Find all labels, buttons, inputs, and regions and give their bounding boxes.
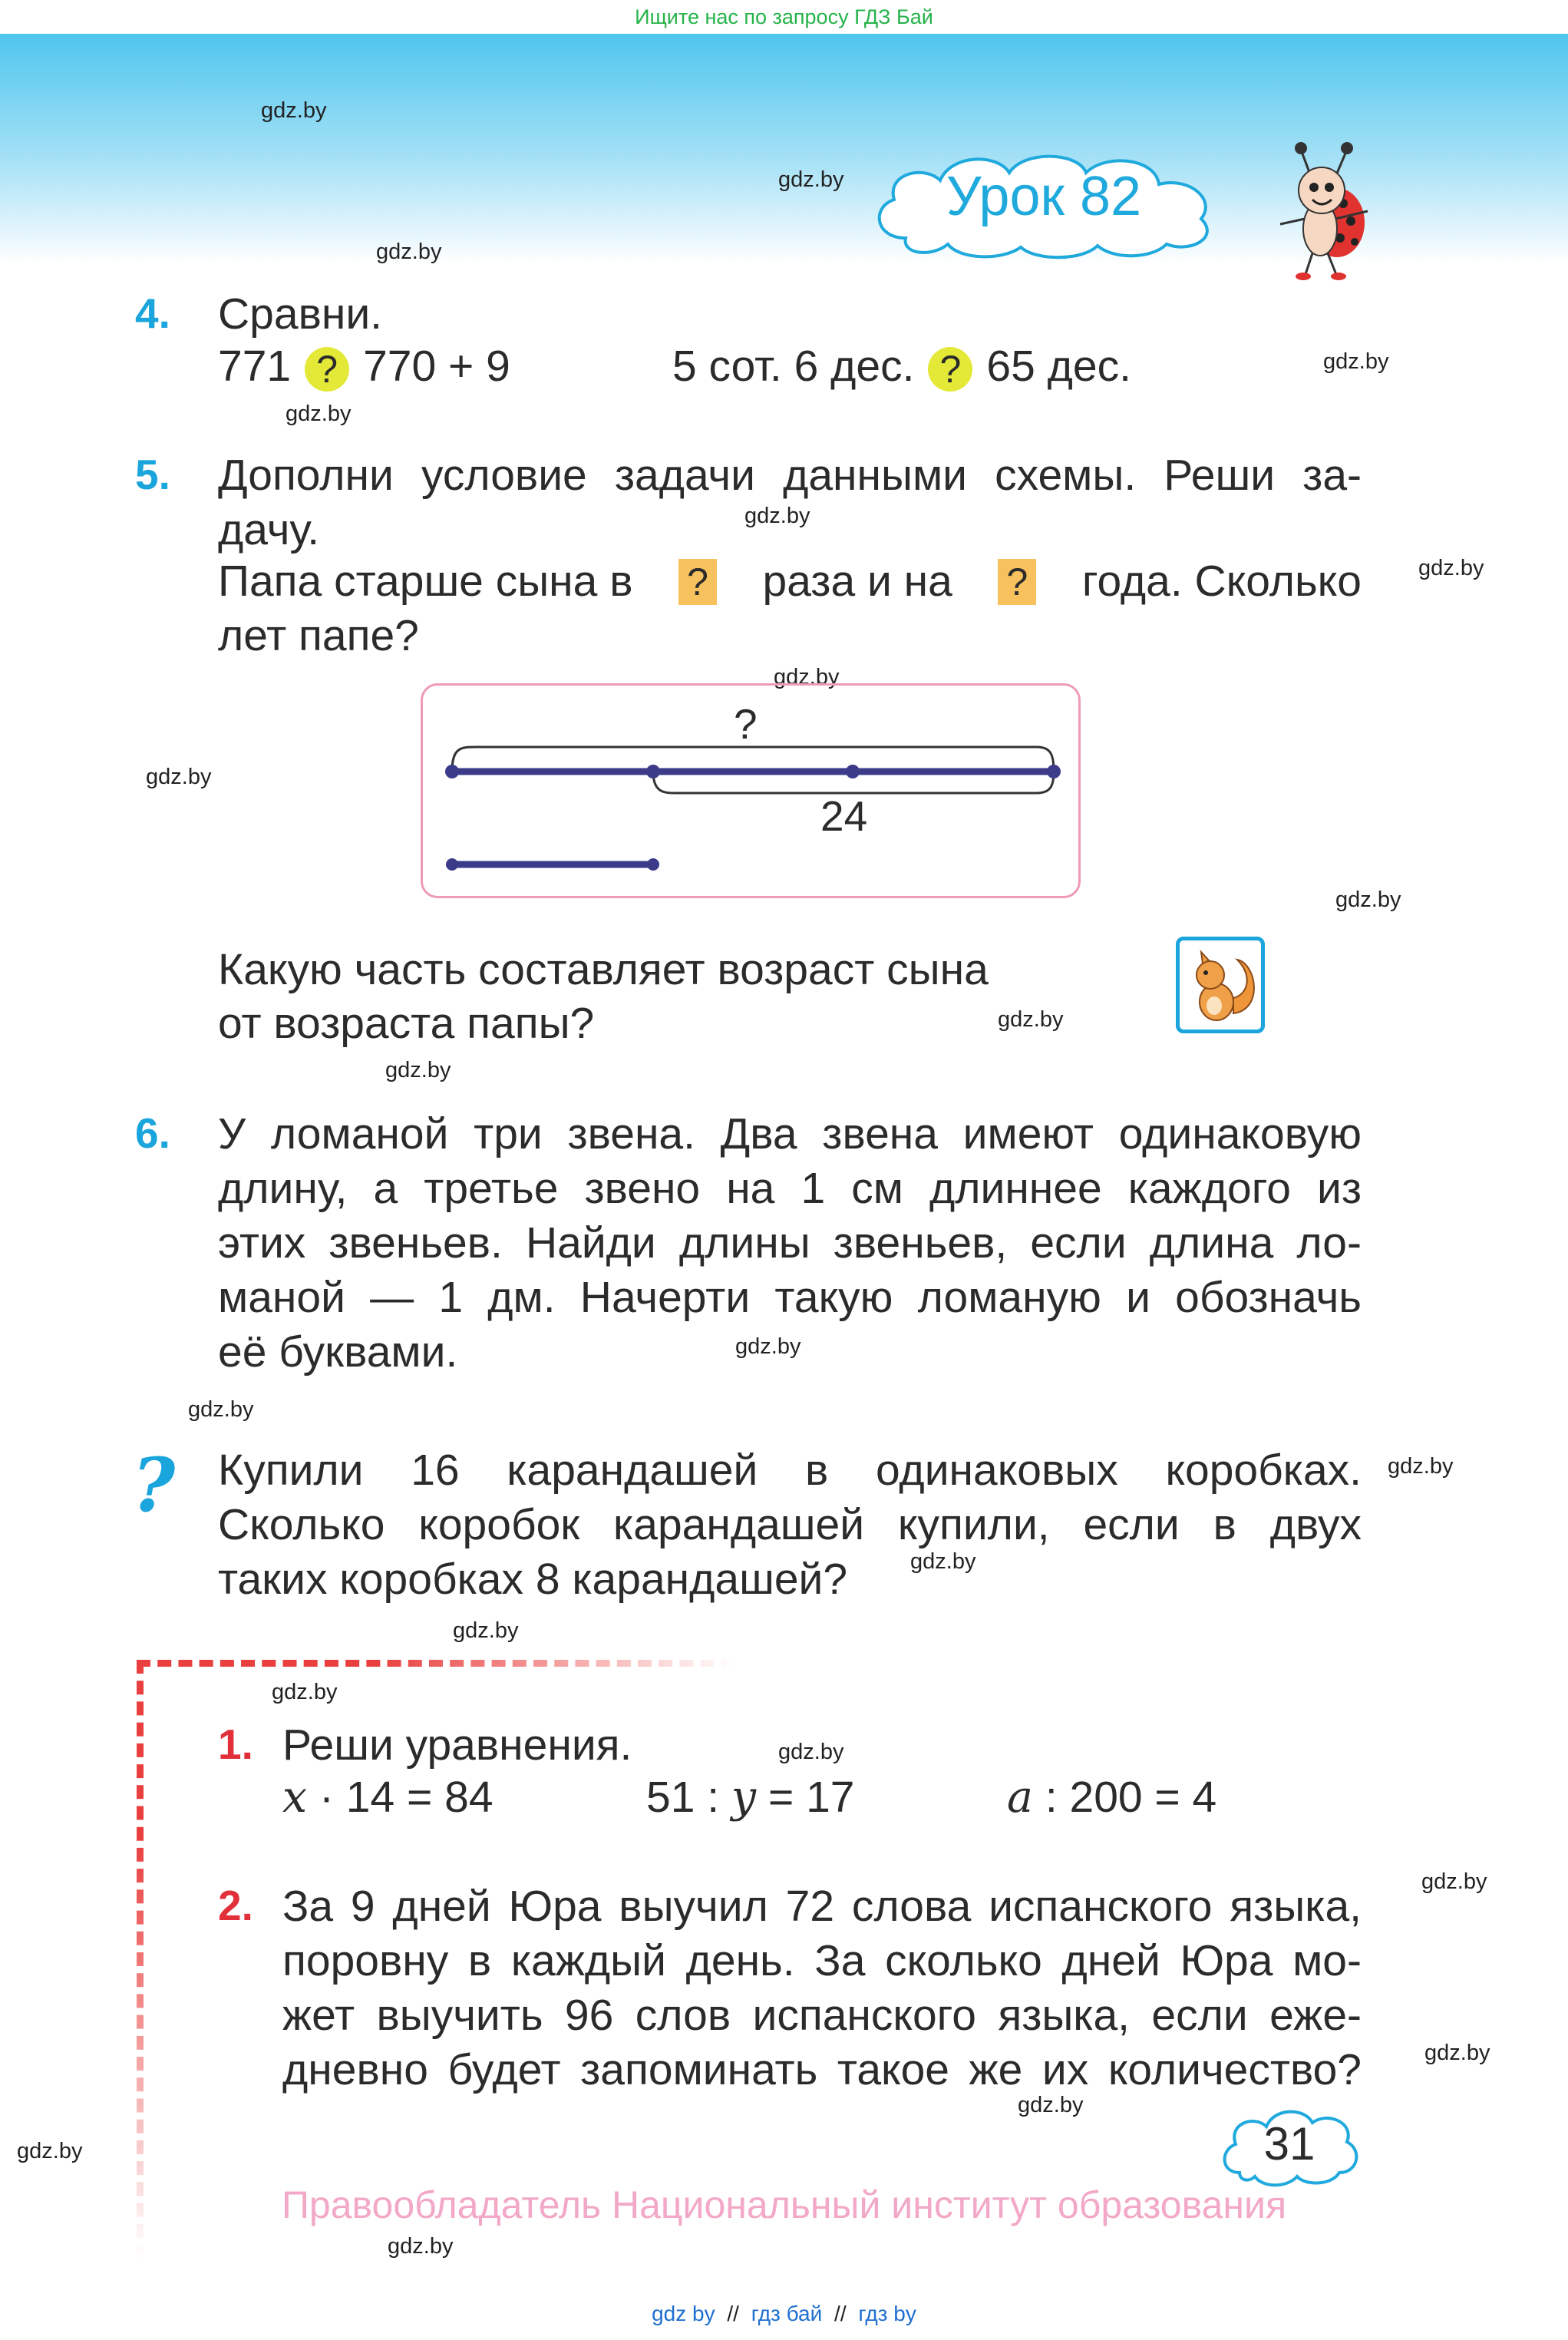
question-mark-circle: ? [928, 347, 972, 392]
watermark: gdz.by [774, 665, 840, 689]
footer-link[interactable]: gdz by [652, 2302, 715, 2325]
schema-top-label: ? [734, 700, 758, 748]
watermark: gdz.by [1335, 887, 1401, 912]
watermark: gdz.by [1323, 349, 1389, 374]
task-5-number: 5. [135, 451, 170, 498]
task-6-text: этих звеньев. Найди длины звеньев, если длина ло- [218, 1218, 1362, 1268]
box-task-2-text: жет выучить 96 слов испанского языка, если еже- [282, 1991, 1362, 2040]
question-mark-square: ? [678, 559, 717, 605]
segment-diagram [421, 683, 1081, 898]
task-6-number: 6. [135, 1109, 170, 1157]
watermark: gdz.by [778, 1740, 844, 1764]
equation-2: 51 : y = 17 [646, 1772, 855, 1823]
watermark: gdz.by [1418, 556, 1484, 580]
question-task-text: таких коробках 8 карандашей? [218, 1555, 848, 1604]
box-task-2-number: 2. [218, 1882, 253, 1929]
watermark: gdz.by [188, 1397, 254, 1422]
watermark: gdz.by [453, 1618, 519, 1643]
thinking-question-icon: ? [132, 1442, 176, 1529]
task-5-question: от возраста папы? [218, 999, 595, 1048]
equation-1: x · 14 = 84 [282, 1772, 494, 1823]
question-mark-circle: ? [305, 347, 349, 392]
watermark: gdz.by [1018, 2093, 1084, 2117]
top-search-banner[interactable]: Ищите нас по запросу ГДЗ Бай [0, 0, 1568, 34]
box-task-2-text: поровну в каждый день. За сколько дней Юра мо- [282, 1936, 1362, 1985]
watermark: gdz.by [272, 1680, 338, 1704]
watermark: gdz.by [1424, 2041, 1490, 2065]
question-task-text: Сколько коробок карандашей купили, если в двух [218, 1500, 1362, 1549]
watermark: gdz.by [998, 1007, 1064, 1032]
schema-bottom-label: 24 [820, 792, 868, 840]
box-task-1-heading: Реши уравнения. [282, 1720, 632, 1770]
task-6-text: длину, а третье звено на 1 см длиннее каждого из [218, 1164, 1362, 1213]
watermark: gdz.by [385, 1058, 451, 1082]
task-4-heading: Сравни. [218, 289, 383, 339]
watermark: gdz.by [735, 1334, 801, 1359]
box-task-2-text: дневно будет запоминать такое же их количество? [282, 2045, 1362, 2094]
repeat-section-border-left [137, 1660, 144, 2259]
task-6-text: У ломаной три звена. Два звена имеют одинаковую [218, 1109, 1362, 1158]
box-task-1-number: 1. [218, 1720, 253, 1768]
ladybug-mascot-icon [1274, 138, 1374, 280]
watermark: gdz.by [778, 167, 844, 192]
task-4-compare-right: 5 сот. 6 дес. ? 65 дес. [672, 342, 1131, 391]
squirrel-hint-icon [1176, 937, 1265, 1033]
task-5-text: Дополни условие задачи данными схемы. Реши за- [218, 451, 1362, 500]
question-task-text: Купили 16 карандашей в одинаковых коробках. [218, 1446, 1362, 1495]
watermark: gdz.by [146, 765, 212, 789]
task-4-number: 4. [135, 289, 170, 337]
task-4-compare-left: 771 ? 770 + 9 [218, 342, 510, 391]
task-6-text: её буквами. [218, 1327, 458, 1377]
footer-link[interactable]: гдз by [858, 2302, 916, 2325]
question-mark-square: ? [998, 559, 1036, 605]
watermark: gdz.by [376, 240, 442, 264]
copyright-notice: Правообладатель Национальный институт образования [281, 2183, 1287, 2226]
watermark: gdz.by [910, 1549, 976, 1574]
watermark: gdz.by [17, 2139, 83, 2163]
watermark: gdz.by [286, 402, 352, 426]
watermark: gdz.by [388, 2234, 454, 2259]
box-task-2-text: За 9 дней Юра выучил 72 слова испанского языка, [282, 1882, 1362, 1931]
task-5-question: Какую часть составляет возраст сына [218, 945, 989, 994]
task-6-text: маной — 1 дм. Начерти такую ломаную и обозначь [218, 1273, 1362, 1322]
repeat-section-border-top [137, 1660, 735, 1667]
task-5-text: дачу. [218, 505, 320, 554]
equation-3: a : 200 = 4 [1007, 1772, 1217, 1823]
footer-separator: // [834, 2302, 847, 2325]
lesson-title: Урок 82 [946, 166, 1142, 227]
task-5-condition: Папа старше сына в ? раза и на ? года. Сколько [218, 557, 1362, 606]
footer-separator: // [727, 2302, 739, 2325]
page-number: 31 [1263, 2118, 1315, 2170]
watermark: gdz.by [261, 98, 327, 123]
watermark: gdz.by [1388, 1454, 1454, 1479]
footer-links [0, 2302, 1568, 2326]
watermark: gdz.by [1421, 1869, 1487, 1894]
task-5-text: лет папе? [218, 611, 419, 660]
watermark: gdz.by [744, 504, 810, 528]
footer-link[interactable]: гдз бай [751, 2302, 823, 2325]
